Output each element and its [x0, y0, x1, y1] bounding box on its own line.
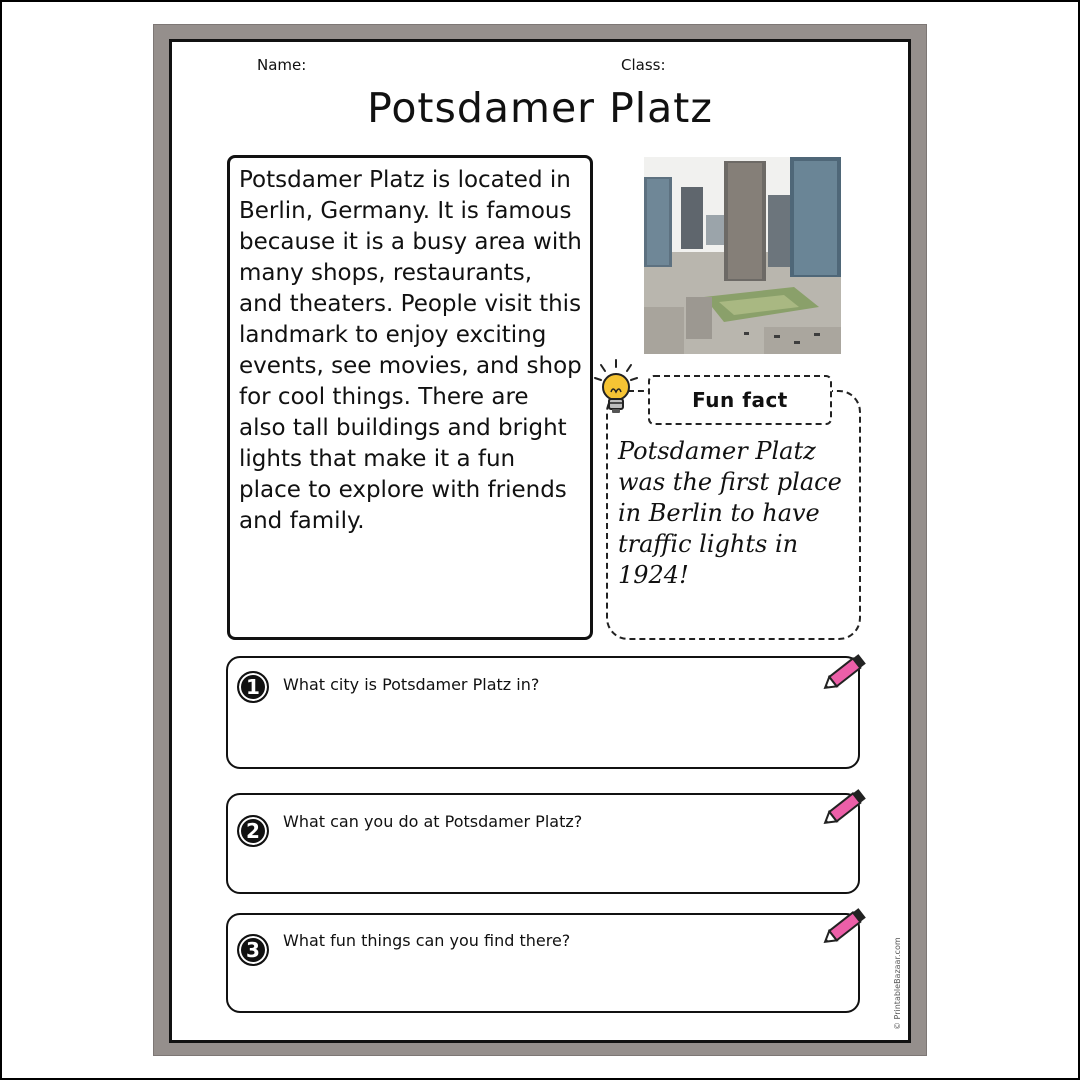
page-title: Potsdamer Platz	[367, 84, 713, 132]
reading-passage: Potsdamer Platz is located in Berlin, Germany. It is famous because it is a busy area with many shops, restaurants, and theaters. People visit this landmark to enjoy exciting events, see movies, and shop for cool things. There are also tall buildings and bright lights that make it a fun place to explore with friends and family.	[227, 155, 593, 640]
question-box-2[interactable]	[226, 793, 860, 894]
name-label: Name:	[257, 56, 307, 74]
question-box-3[interactable]	[226, 913, 860, 1013]
question-text-1: What city is Potsdamer Platz in?	[283, 675, 540, 694]
question-box-1[interactable]	[226, 656, 860, 769]
question-text-3: What fun things can you find there?	[283, 931, 571, 950]
pencil-icon	[818, 650, 870, 696]
lightbulb-icon	[592, 358, 642, 420]
class-label: Class:	[621, 56, 666, 74]
pencil-icon	[818, 785, 870, 831]
copyright-credit: © PrintableBazaar.com	[893, 937, 902, 1030]
pencil-icon	[818, 904, 870, 950]
landmark-photo	[644, 157, 841, 354]
question-number-2: 2	[237, 815, 269, 847]
fun-fact-text: Potsdamer Platz was the first place in Berlin to have traffic lights in 1924!	[618, 437, 842, 589]
question-number-1: 1	[237, 671, 269, 703]
question-text-2: What can you do at Potsdamer Platz?	[283, 812, 583, 831]
question-number-3: 3	[237, 934, 269, 966]
fun-fact-label: Fun fact	[648, 375, 832, 425]
